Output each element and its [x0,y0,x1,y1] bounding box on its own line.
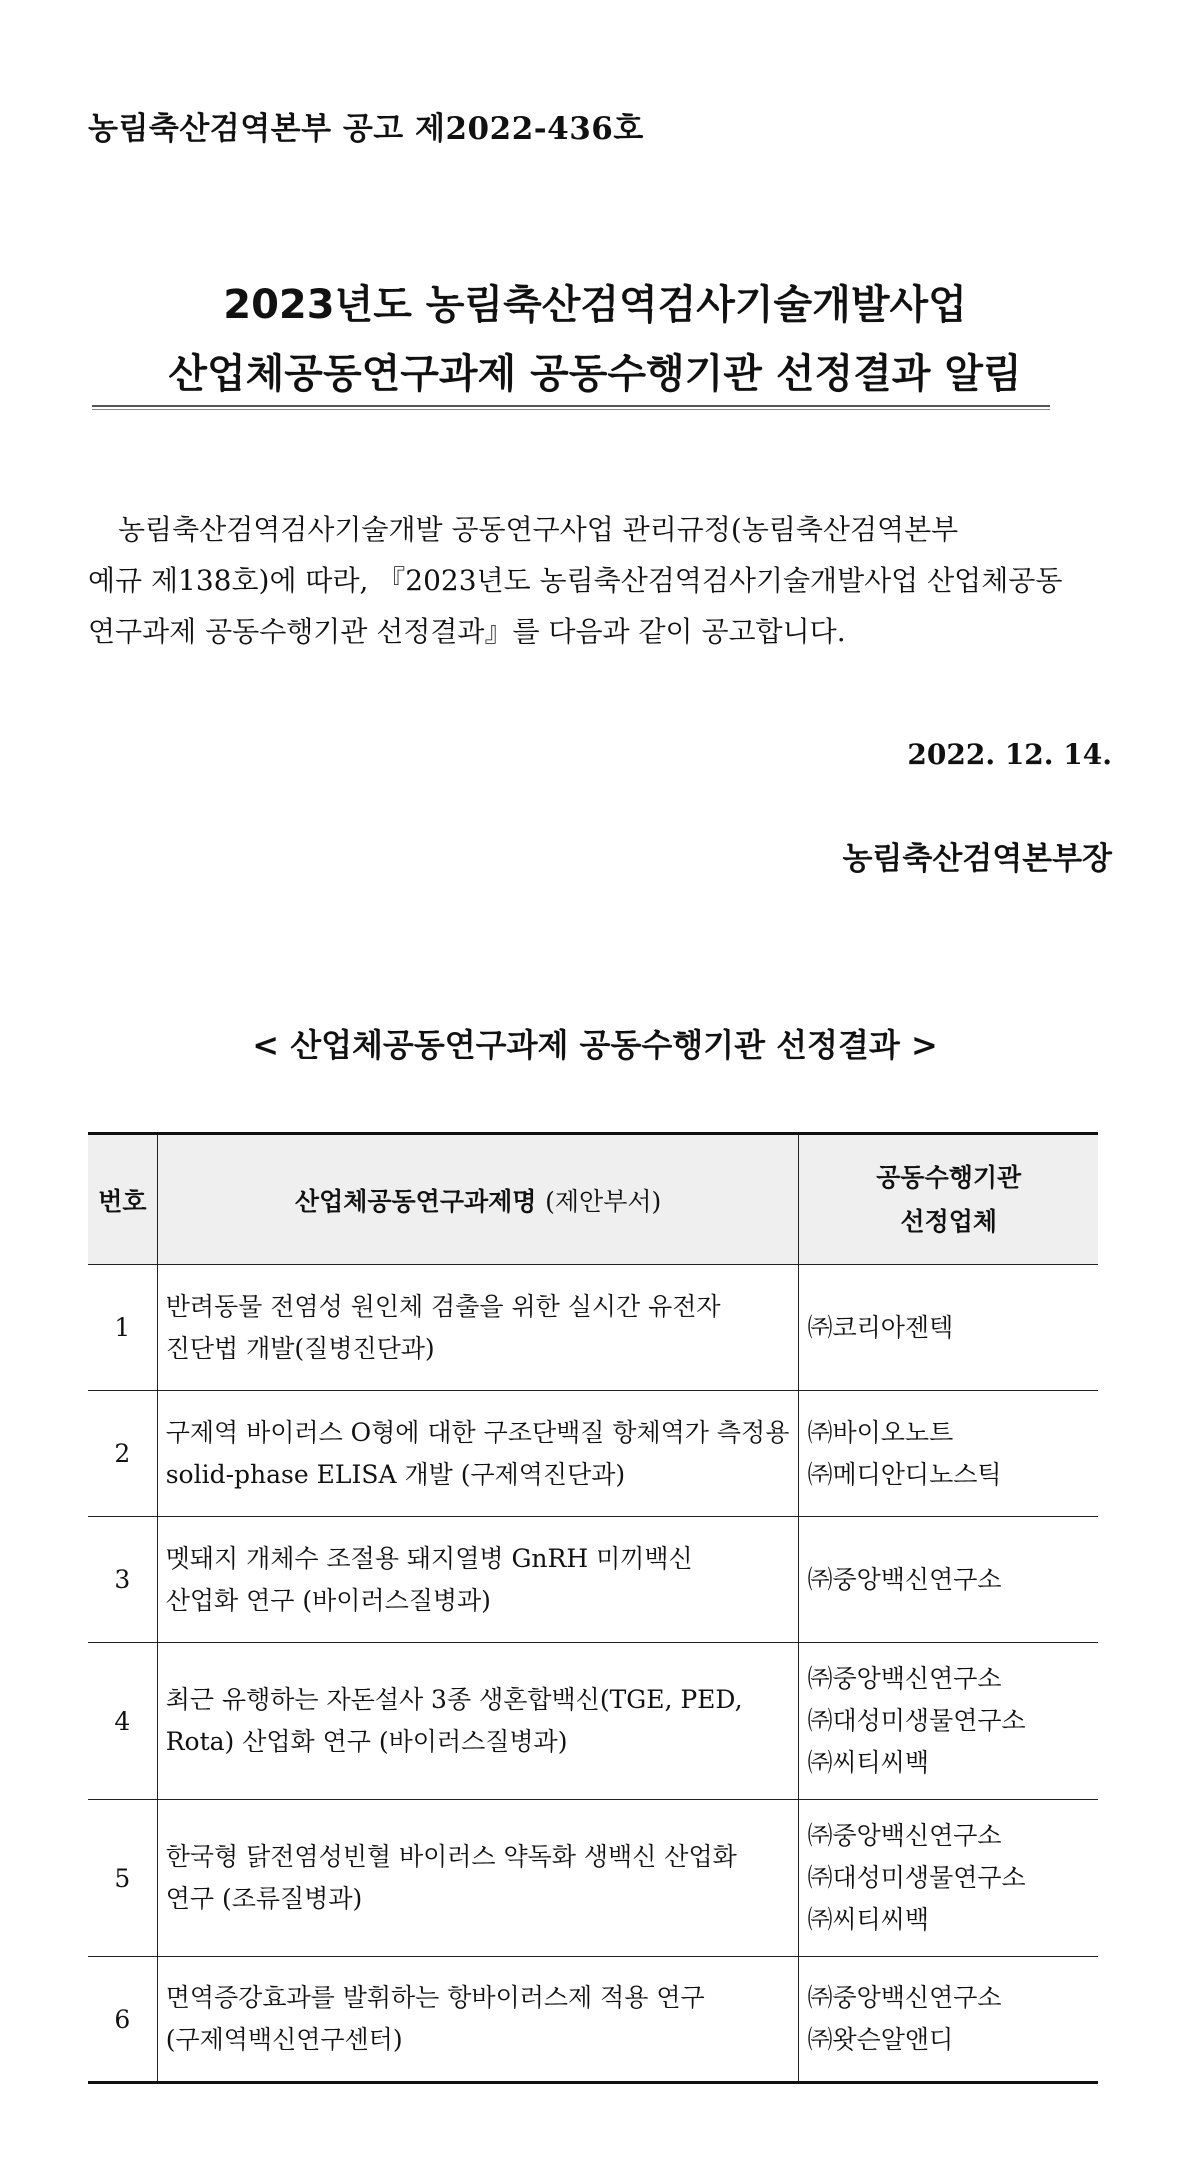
organization-name: ㈜왓슨알앤디 [807,2025,954,2054]
organization-list [799,1265,1098,1391]
header-org-line-2: 선정업체 [900,1206,998,1236]
project-title-line: (구제역백신연구센터) [165,2025,403,2054]
project-title-line: 멧돼지 개체수 조절용 돼지열병 GnRH 미끼백신 [165,1543,693,1573]
header-number: 번호 [88,1134,157,1265]
organization-name: ㈜중앙백신연구소 [807,1564,1002,1594]
organization-name: ㈜메디안디노스틱 [807,1459,1002,1489]
organization-name: ㈜중앙백신연구소 [807,1664,1002,1693]
organization-name: ㈜중앙백신연구소 [807,1821,1002,1850]
header-project-title [157,1134,799,1265]
title-divider [92,405,1050,410]
row-number: 1 [88,1265,157,1391]
project-title-line: 한국형 닭전염성빈혈 바이러스 약독화 생백신 산업화 [165,1842,737,1871]
row-number: 4 [88,1643,157,1800]
document-title-line-2: 산업체공동연구과제 공동수행기관 선정결과 알림 [168,351,1022,397]
section-title: < 산업체공동연구과제 공동수행기관 선정결과 > [252,1026,938,1064]
organization-name: ㈜코리아젠텍 [807,1312,954,1342]
project-title-line: Rota) 산업화 연구 (바이러스질병과) [165,1727,568,1756]
table-row [88,1517,1098,1643]
header-org-line-1: 공동수행기관 [876,1162,1022,1192]
table-row [88,1643,1098,1800]
project-title [157,1265,799,1391]
organization-name: ㈜대성미생물연구소 [807,1706,1026,1735]
organization-name: ㈜대성미생물연구소 [807,1863,1026,1892]
row-number: 6 [88,1957,157,2083]
issuer-name: 농림축산검역본부장 [842,841,1112,877]
notice-date: 2022. 12. 14. [907,738,1112,771]
organization-list [799,1643,1098,1800]
project-title-line: 면역증강효과를 발휘하는 항바이러스제 적용 연구 [165,1983,705,2012]
row-number: 3 [88,1517,157,1643]
row-number: 2 [88,1391,157,1517]
organization-name: ㈜중앙백신연구소 [807,1983,1002,2012]
notice-number: 농림축산검역본부 공고 제2022-436호 [88,111,644,147]
results-table [88,1132,1098,2084]
organization-name: ㈜씨티씨백 [807,1905,930,1934]
project-title-line: 최근 유행하는 자돈설사 3종 생혼합백신(TGE, PED, [165,1685,743,1714]
organization-name: ㈜씨티씨백 [807,1748,930,1777]
organization-name: ㈜바이오노트 [807,1417,954,1447]
row-number: 5 [88,1800,157,1957]
organization-list [799,1957,1098,2083]
project-title [157,1800,799,1957]
project-title [157,1957,799,2083]
body-line-2: 예규 제138호)에 따라, 『2023년도 농림축산검역검사기술개발사업 산업체공동 [88,564,1063,597]
organization-list [799,1517,1098,1643]
project-title [157,1643,799,1800]
project-title-line: 반려동물 전염성 원인체 검출을 위한 실시간 유전자 [165,1291,721,1321]
header-title-label: 산업체공동연구과제명 [294,1186,537,1216]
project-title-line: 산업화 연구 (바이러스질병과) [165,1585,491,1615]
document-title-line-1: 2023년도 농림축산검역검사기술개발사업 [223,282,967,328]
project-title-line: 구제역 바이러스 O형에 대한 구조단백질 항체역가 측정용 [165,1417,790,1447]
table-row [88,1800,1098,1957]
table-row [88,1391,1098,1517]
header-organization [799,1134,1098,1265]
table-header-row [88,1134,1098,1265]
project-title-line: 진단법 개발(질병진단과) [165,1333,435,1363]
table-row [88,1265,1098,1391]
table-row [88,1957,1098,2083]
body-line-1: 농림축산검역검사기술개발 공동연구사업 관리규정(농림축산검역본부 [118,513,959,546]
project-title [157,1391,799,1517]
project-title-line: solid-phase ELISA 개발 (구제역진단과) [165,1459,626,1489]
header-title-note: (제안부서) [545,1186,662,1216]
project-title-line: 연구 (조류질병과) [165,1884,363,1913]
project-title [157,1517,799,1643]
notice-body [88,504,1112,657]
organization-list [799,1800,1098,1957]
organization-list [799,1391,1098,1517]
body-line-3: 연구과제 공동수행기관 선정결과』를 다음과 같이 공고합니다. [88,615,846,648]
